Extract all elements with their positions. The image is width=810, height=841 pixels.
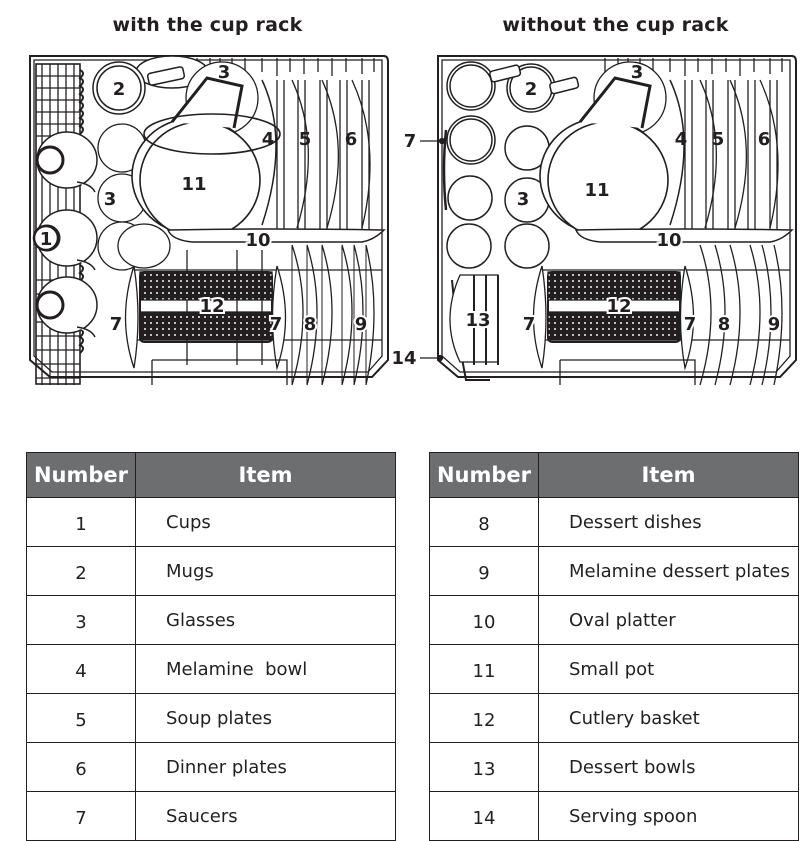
row-item: Oval platter <box>539 596 799 645</box>
row-number: 5 <box>27 694 136 743</box>
row-number: 7 <box>27 792 136 841</box>
row-number: 4 <box>27 645 136 694</box>
row-number: 11 <box>430 645 539 694</box>
row-number: 9 <box>430 547 539 596</box>
row-number: 13 <box>430 743 539 792</box>
table-row <box>430 547 799 596</box>
table-header-row <box>27 453 396 498</box>
label-11: 11 <box>584 180 610 201</box>
row-number: 12 <box>430 694 539 743</box>
table-row <box>430 792 799 841</box>
row-item: Small pot <box>539 645 799 694</box>
row-item: Mugs <box>136 547 396 596</box>
diagram-title-with-cup-rack: with the cup rack <box>112 14 303 36</box>
row-number: 8 <box>430 498 539 547</box>
label-14: 14 <box>391 348 417 369</box>
label-5: 5 <box>711 129 725 150</box>
rack-diagram-without-cup-rack <box>390 50 808 395</box>
label-3-left: 3 <box>103 189 117 210</box>
row-item: Melamine dessert plates <box>539 547 799 596</box>
row-number: 6 <box>27 743 136 792</box>
rack-diagram-with-cup-rack <box>22 50 392 395</box>
label-12: 12 <box>606 296 632 317</box>
diagram-title-without-cup-rack: without the cup rack <box>502 14 729 36</box>
label-11: 11 <box>181 174 207 195</box>
label-7-left: 7 <box>522 314 536 335</box>
table-row <box>27 498 396 547</box>
table-row <box>27 694 396 743</box>
table-row <box>430 596 799 645</box>
row-item: Saucers <box>136 792 396 841</box>
header-number: Number <box>27 453 136 498</box>
table-row <box>430 645 799 694</box>
row-number: 1 <box>27 498 136 547</box>
label-3-top: 3 <box>630 62 644 83</box>
label-12: 12 <box>199 296 225 317</box>
label-13: 13 <box>465 310 491 331</box>
label-8: 8 <box>303 314 317 335</box>
label-9: 9 <box>354 314 368 335</box>
label-10: 10 <box>656 230 682 251</box>
label-10: 10 <box>245 230 271 251</box>
items-table-1-to-7 <box>26 452 396 841</box>
table-header-row <box>430 453 799 498</box>
row-number: 10 <box>430 596 539 645</box>
label-6: 6 <box>757 129 771 150</box>
table-row <box>27 547 396 596</box>
row-item: Cups <box>136 498 396 547</box>
label-6: 6 <box>344 129 358 150</box>
label-9: 9 <box>767 314 781 335</box>
row-item: Glasses <box>136 596 396 645</box>
table-row <box>430 743 799 792</box>
table-row <box>27 645 396 694</box>
row-item: Dessert dishes <box>539 498 799 547</box>
row-number: 14 <box>430 792 539 841</box>
label-5: 5 <box>298 129 312 150</box>
header-number: Number <box>430 453 539 498</box>
label-4: 4 <box>261 129 275 150</box>
label-2: 2 <box>112 79 126 100</box>
label-7-right: 7 <box>683 314 697 335</box>
items-table-8-to-14 <box>429 452 799 841</box>
table-row <box>27 792 396 841</box>
row-item: Dinner plates <box>136 743 396 792</box>
label-3-left: 3 <box>516 189 530 210</box>
label-2: 2 <box>524 79 538 100</box>
header-item: Item <box>539 453 799 498</box>
label-7-side: 7 <box>403 131 417 152</box>
row-item: Melamine bowl <box>136 645 396 694</box>
table-row <box>27 596 396 645</box>
row-number: 2 <box>27 547 136 596</box>
row-item: Dessert bowls <box>539 743 799 792</box>
label-1: 1 <box>39 229 53 250</box>
label-7-left: 7 <box>109 314 123 335</box>
label-7-right: 7 <box>269 314 283 335</box>
header-item: Item <box>136 453 396 498</box>
row-item: Serving spoon <box>539 792 799 841</box>
row-item: Cutlery basket <box>539 694 799 743</box>
row-item: Soup plates <box>136 694 396 743</box>
row-number: 3 <box>27 596 136 645</box>
label-3-top: 3 <box>217 62 231 83</box>
table-row <box>430 498 799 547</box>
table-row <box>430 694 799 743</box>
label-4: 4 <box>674 129 688 150</box>
table-row <box>27 743 396 792</box>
label-8: 8 <box>717 314 731 335</box>
